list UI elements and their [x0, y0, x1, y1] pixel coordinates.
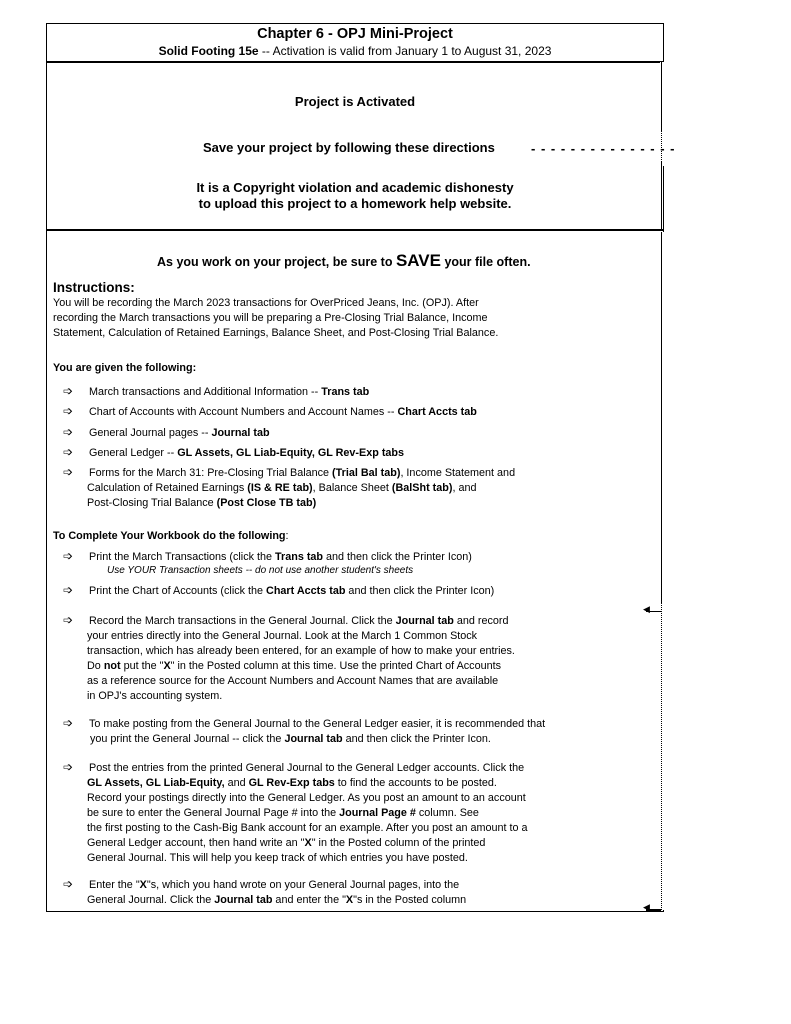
arrow-bullet-icon: ➩ — [63, 760, 74, 774]
copyright-line-2: to upload this project to a homework help website. — [198, 196, 512, 211]
copyright-line-1: It is a Copyright violation and academic dishonesty — [196, 180, 514, 195]
save-directions-dashes: - - - - - - - - - - - - - - - — [531, 141, 676, 156]
header-divider — [46, 61, 664, 63]
arrow-bullet-icon: ➩ — [63, 404, 74, 418]
given-item: General Journal pages -- Journal tab — [89, 427, 270, 439]
step-line: be sure to enter the General Journal Page # into the Journal Page # column. See — [87, 807, 479, 819]
step-line: General Journal. This will help you keep track of which entries you have posted. — [87, 852, 468, 864]
save-notice: As you work on your project, be sure to SAVE your file often. — [157, 251, 531, 270]
arrow-left-icon: ◀ — [643, 902, 650, 912]
arrow-bullet-icon: ➩ — [63, 716, 74, 730]
arrow-bullet-icon: ➩ — [63, 384, 74, 398]
step-note: Use YOUR Transaction sheets -- do not use another student's sheets — [107, 565, 414, 576]
step-record-journal: Record the March transactions in the General Journal. Click the Journal tab and record — [89, 615, 509, 627]
step-enter-x: Enter the "X"s, which you hand wrote on your General Journal pages, into the — [89, 879, 460, 891]
arrow-bullet-icon: ➩ — [63, 877, 74, 891]
complete-heading: To Complete Your Workbook do the following: — [53, 530, 289, 542]
arrow-bullet-icon: ➩ — [63, 465, 74, 479]
edition-name: Solid Footing 15e — [158, 44, 259, 58]
step-print-transactions: Print the March Transactions (click the Trans tab and then click the Printer Icon) — [89, 551, 472, 563]
arrow-bullet-icon: ➩ — [63, 613, 74, 627]
step-line: transaction, which has already been entered, for an example of how to make your entries. — [87, 645, 515, 657]
step-line: General Journal. Click the Journal tab and enter the "X"s in the Posted column — [87, 894, 467, 906]
given-item: Chart of Accounts with Account Numbers and Account Names -- Chart Accts tab — [89, 406, 477, 418]
activation-period: -- Activation is valid from January 1 to August 31, 2023 — [258, 44, 552, 58]
step-line: the first posting to the Cash-Big Bank account for an example. After you post an amount to a — [87, 822, 528, 834]
arrow-bullet-icon: ➩ — [63, 425, 74, 439]
step-line: as a reference source for the Account Numbers and Account Names that are available — [87, 675, 499, 687]
step-line: Do not put the "X" in the Posted column at this time. Use the printed Chart of Accounts — [87, 660, 501, 672]
given-item-cont: Post-Closing Trial Balance (Post Close TB tab) — [87, 497, 317, 509]
step-print-chart: Print the Chart of Accounts (click the Chart Accts tab and then click the Printer Icon) — [89, 585, 495, 597]
instructions-line: Statement, Calculation of Retained Earnings, Balance Sheet, and Post-Closing Trial Balance. — [53, 327, 499, 339]
save-emphasis: SAVE — [395, 251, 441, 270]
frame-right-segment — [661, 232, 662, 602]
step-line: Record your postings directly into the General Ledger. As you post an amount to an account — [87, 792, 526, 804]
arrow-left-icon: ◀ — [643, 604, 650, 614]
given-item: March transactions and Additional Information -- Trans tab — [89, 386, 370, 398]
page-title: Chapter 6 - OPJ Mini-Project — [257, 26, 453, 42]
step-post-ledger: Post the entries from the printed General Journal to the General Ledger accounts. Click the — [89, 762, 525, 774]
step-line: General Ledger account, then hand write an "X" in the Posted column of the printed — [87, 837, 486, 849]
page-subtitle — [46, 44, 664, 58]
step-line: your entries directly into the General Journal. Look at the March 1 Common Stock — [87, 630, 478, 642]
dotted-line-steps — [661, 602, 662, 910]
activation-divider — [46, 229, 664, 231]
given-item-cont: Calculation of Retained Earnings (IS & RE tab), Balance Sheet (BalSht tab), and — [87, 482, 477, 494]
arrow-bullet-icon: ➩ — [63, 549, 74, 563]
step-line: GL Assets, GL Liab-Equity, and GL Rev-Exp tabs to find the accounts to be posted. — [87, 777, 497, 789]
save-directions: Save your project by following these directions — [203, 140, 495, 155]
given-item: General Ledger -- GL Assets, GL Liab-Equity, GL Rev-Exp tabs — [89, 447, 405, 459]
arrow-bullet-icon: ➩ — [63, 583, 74, 597]
step-line: in OPJ's accounting system. — [87, 690, 223, 702]
instructions-line: recording the March transactions you will be preparing a Pre-Closing Trial Balance, Income — [53, 312, 488, 324]
instructions-line: You will be recording the March 2023 transactions for OverPriced Jeans, Inc. (OPJ). After — [53, 297, 479, 309]
given-heading: You are given the following: — [53, 362, 197, 374]
step-line: you print the General Journal -- click the Journal tab and then click the Printer Icon. — [90, 733, 491, 745]
instructions-heading: Instructions: — [53, 280, 135, 295]
given-item: Forms for the March 31: Pre-Closing Trial Balance (Trial Bal tab), Income Statement and — [89, 467, 516, 479]
activation-status: Project is Activated — [294, 94, 416, 109]
step-print-journal: To make posting from the General Journal to the General Ledger easier, it is recommended that — [89, 718, 546, 730]
arrow-bullet-icon: ➩ — [63, 445, 74, 459]
